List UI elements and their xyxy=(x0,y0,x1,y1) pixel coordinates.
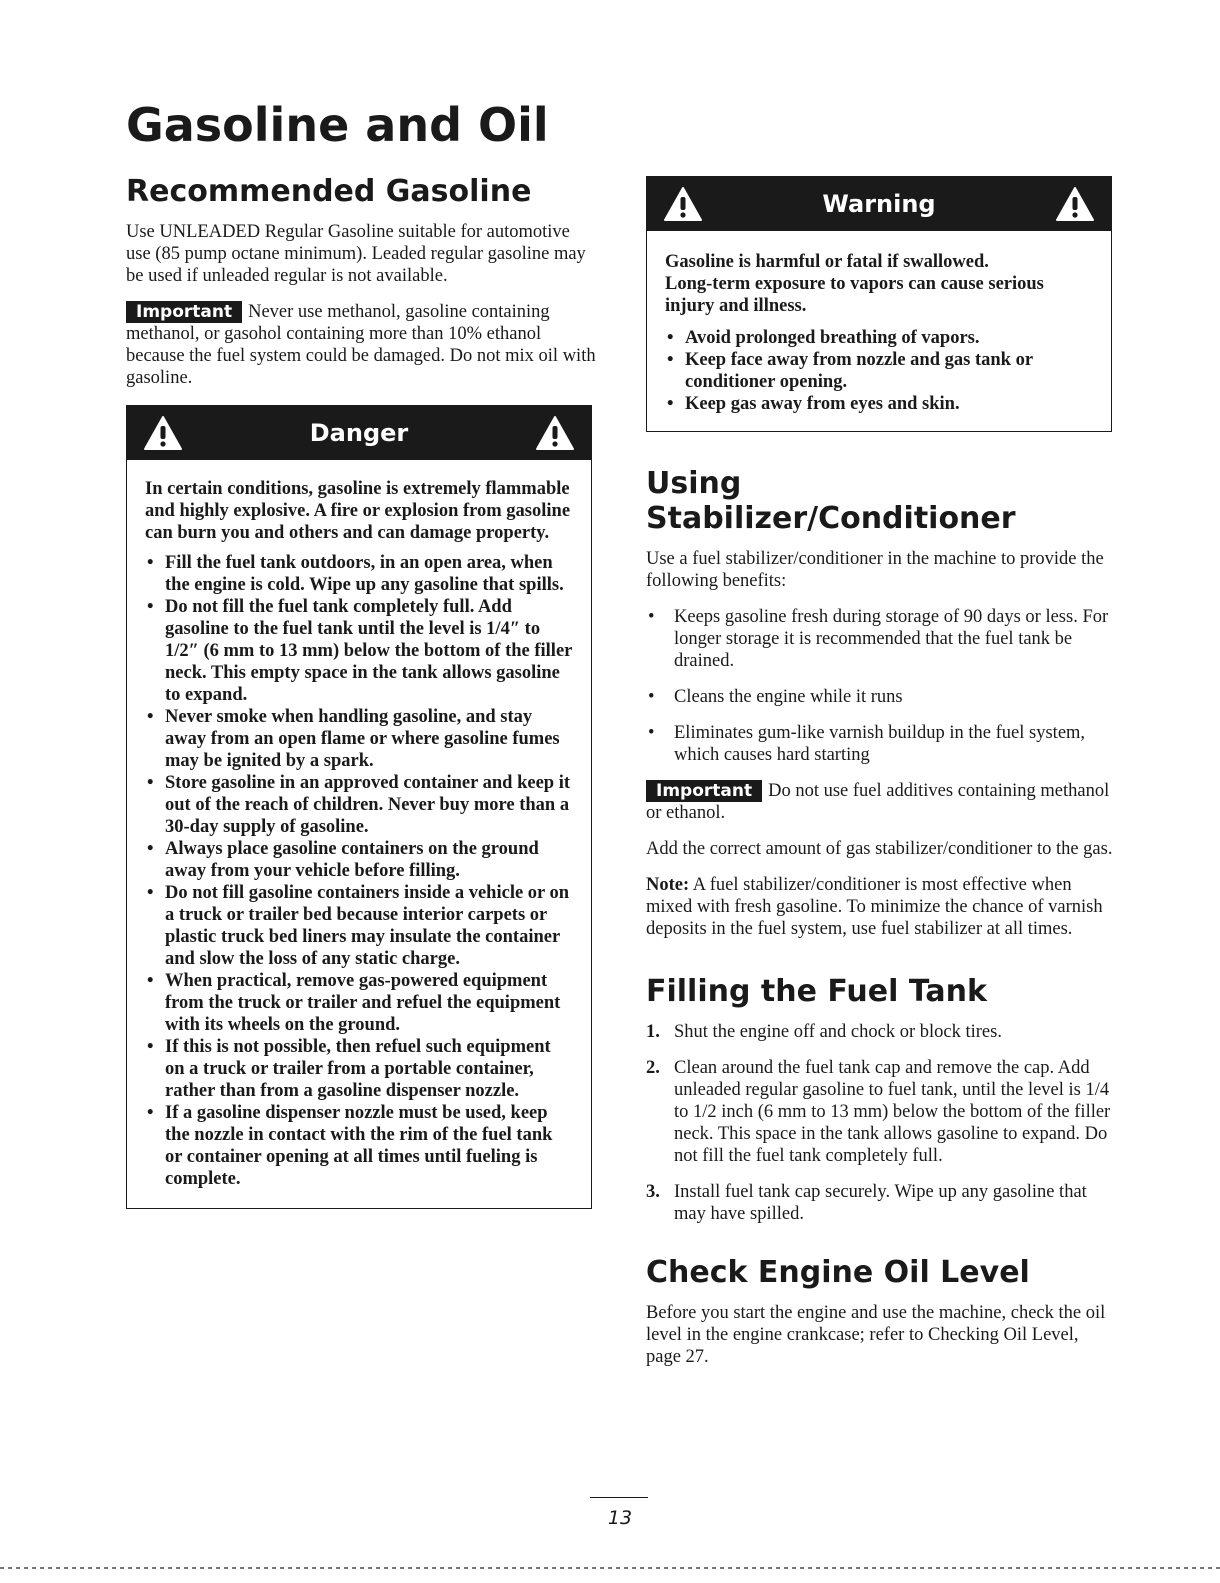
stabilizer-benefits-list xyxy=(646,606,1118,766)
warning-triangle-icon xyxy=(1055,186,1095,222)
important-text: Never use methanol, gasoline containing methanol, or gasohol containing more than 10% ethanol because the fuel system could be damaged. Do not mix oil with gasoline. xyxy=(126,302,596,388)
warning-triangle-icon xyxy=(143,415,183,451)
filling-heading: Filling the Fuel Tank xyxy=(646,974,987,1009)
warning-line-2: Long-term exposure to vapors can cause serious injury and illness. xyxy=(665,274,1044,316)
right-column xyxy=(646,176,1118,1368)
important-badge: Important xyxy=(646,780,762,802)
warning-box xyxy=(646,176,1112,432)
warning-line-1: Gasoline is harmful or fatal if swallowed. xyxy=(665,252,989,272)
list-item: • Do not fill the fuel tank completely full. Add gasoline to the fuel tank until the level is 1/4″ to 1/2″ (6 mm to 13 mm) below the bottom of the filler neck. This empty space in the tank allows gasoline to expand. xyxy=(145,596,573,706)
danger-list xyxy=(145,552,573,1190)
danger-title: Danger xyxy=(309,419,409,447)
list-item: • Do not fill gasoline containers inside a vehicle or on a truck or trailer bed because interior carpets or plastic truck bed liners may insulate the container and slow the loss of any static charge. xyxy=(145,882,573,970)
step-text: Install fuel tank cap securely. Wipe up any gasoline that may have spilled. xyxy=(674,1182,1087,1224)
list-item: • When practical, remove gas-powered equipment from the truck or trailer and refuel the equipment with its wheels on the ground. xyxy=(145,970,573,1036)
list-item xyxy=(646,1057,1118,1167)
page-number: 13 xyxy=(607,1507,633,1529)
recommended-gasoline-text: Use UNLEADED Regular Gasoline suitable for automotive use (85 pump octane minimum). Leaded regular gasoline may be used if unleaded regular is not available. xyxy=(126,222,586,286)
stabilizer-add-text: Add the correct amount of gas stabilizer/conditioner to the gas. xyxy=(646,839,1113,859)
page-title: Gasoline and Oil xyxy=(126,98,549,152)
list-item: • If a gasoline dispenser nozzle must be used, keep the nozzle in contact with the rim of the fuel tank or container opening at all times until fueling is complete. xyxy=(145,1102,573,1190)
list-item: • Eliminates gum-like varnish buildup in the fuel system, which causes hard starting xyxy=(646,722,1118,766)
step-text: Shut the engine off and chock or block tires. xyxy=(674,1022,1002,1042)
list-item xyxy=(646,1181,1118,1225)
oil-text: Before you start the engine and use the machine, check the oil level in the engine crankcase; refer to Checking Oil Level, page 27. xyxy=(646,1303,1106,1367)
important-badge: Important xyxy=(126,301,242,323)
recommended-gasoline-heading: Recommended Gasoline xyxy=(126,174,532,209)
page-number-rule xyxy=(590,1497,648,1498)
oil-heading: Check Engine Oil Level xyxy=(646,1255,1030,1290)
list-item: • Cleans the engine while it runs xyxy=(646,686,1118,708)
warning-triangle-icon xyxy=(663,186,703,222)
list-item: • Fill the fuel tank outdoors, in an open area, when the engine is cold. Wipe up any gasoline that spills. xyxy=(145,552,573,596)
step-number: 3. xyxy=(646,1182,660,1202)
danger-intro: In certain conditions, gasoline is extremely flammable and highly explosive. A fire or explosion from gasoline can burn you and others and can damage property. xyxy=(145,479,571,543)
warning-list xyxy=(665,327,1093,415)
list-item: • Keep gas away from eyes and skin. xyxy=(665,393,1093,415)
bottom-dotted-edge xyxy=(0,1567,1220,1569)
danger-box xyxy=(126,405,592,1209)
note-text: A fuel stabilizer/conditioner is most effective when mixed with fresh gasoline. To minimize the chance of varnish deposits in the fuel system, use fuel stabilizer at all times. xyxy=(646,875,1103,939)
important-note xyxy=(126,301,596,389)
warning-body xyxy=(647,231,1111,431)
list-item: • Store gasoline in an approved container and keep it out of the reach of children. Never buy more than a 30-day supply of gasoline. xyxy=(145,772,573,838)
danger-body xyxy=(127,460,591,1208)
list-item: • Avoid prolonged breathing of vapors. xyxy=(665,327,1093,349)
list-item: • Keep face away from nozzle and gas tank or conditioner opening. xyxy=(665,349,1093,393)
stabilizer-heading: Using Stabilizer/Conditioner xyxy=(646,466,1016,536)
warning-header xyxy=(647,177,1111,231)
list-item: • If this is not possible, then refuel such equipment on a truck or trailer from a portable container, rather than from a gasoline dispenser nozzle. xyxy=(145,1036,573,1102)
list-item xyxy=(646,1021,1118,1043)
stabilizer-intro: Use a fuel stabilizer/conditioner in the machine to provide the following benefits: xyxy=(646,549,1104,591)
stabilizer-note xyxy=(646,874,1118,940)
warning-triangle-icon xyxy=(535,415,575,451)
list-item: • Never smoke when handling gasoline, and stay away from an open flame or where gasoline fumes may be ignited by a spark. xyxy=(145,706,573,772)
list-item: • Keeps gasoline fresh during storage of 90 days or less. For longer storage it is recommended that the fuel tank be drained. xyxy=(646,606,1118,672)
danger-header xyxy=(127,406,591,460)
step-text: Clean around the fuel tank cap and remove the cap. Add unleaded regular gasoline to fuel tank, until the level is 1/4 to 1/2 inch (6 mm to 13 mm) below the bottom of the filler neck. This space in the tank allows gasoline to expand. Do not fill the fuel tank completely full. xyxy=(674,1058,1111,1166)
list-item: • Always place gasoline containers on the ground away from your vehicle before filling. xyxy=(145,838,573,882)
step-number: 1. xyxy=(646,1022,660,1042)
note-label: Note: xyxy=(646,875,690,895)
important-text: Do not use fuel additives containing methanol or ethanol. xyxy=(646,781,1110,823)
filling-steps xyxy=(646,1021,1118,1225)
stabilizer-important-note xyxy=(646,780,1118,824)
step-number: 2. xyxy=(646,1058,660,1078)
left-column xyxy=(126,168,596,1209)
warning-title: Warning xyxy=(822,190,936,218)
